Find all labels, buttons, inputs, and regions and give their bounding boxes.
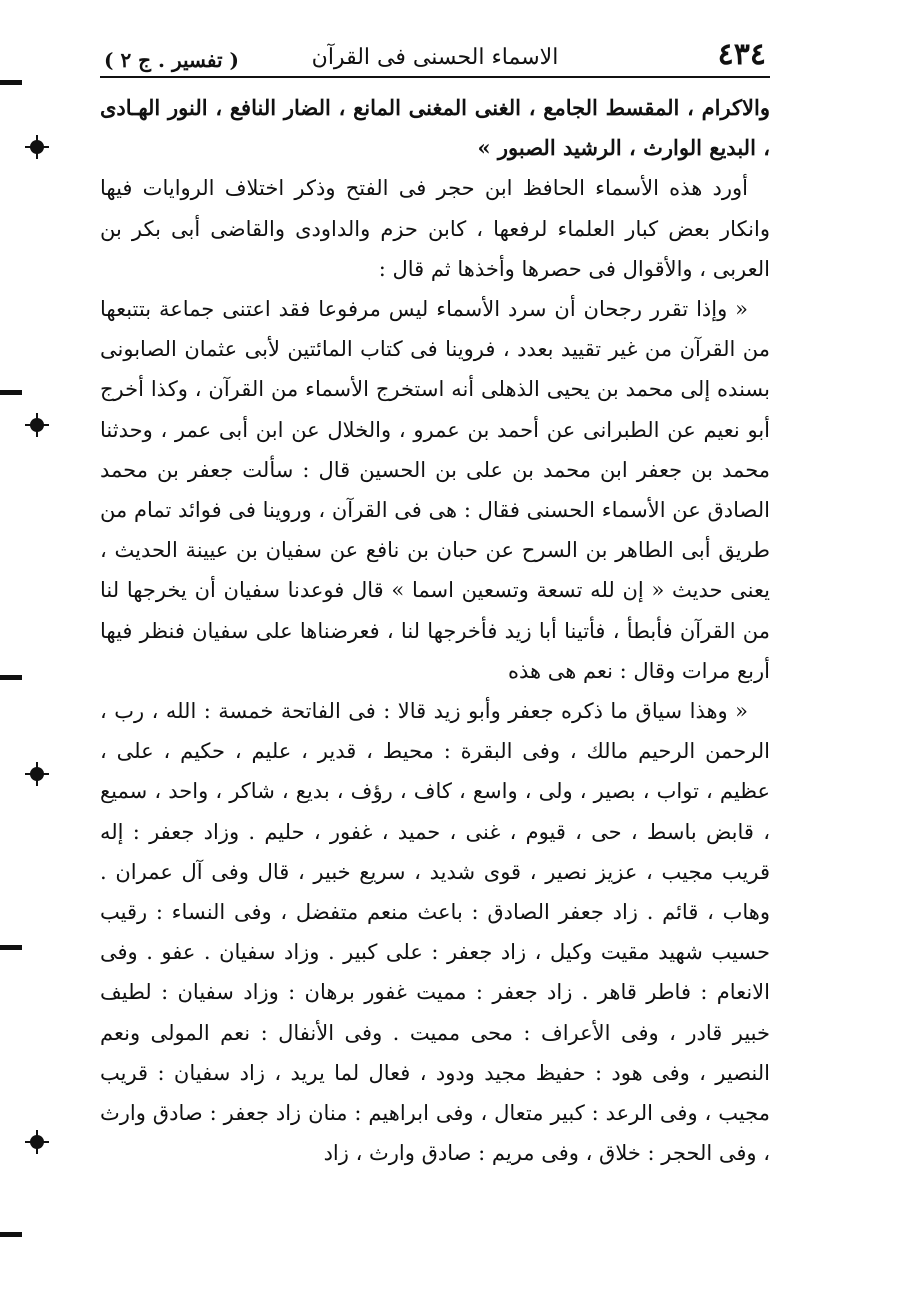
page-body: [100, 78, 770, 1173]
scan-mark: [0, 945, 22, 950]
page-number: ٤٣٤: [717, 37, 766, 72]
paragraph: والاكرام ، المقسط الجامع ، الغنى المغنى المانع ، الضار النافع ، النور الهـادى ، البديع الوارث ، الرشيد الصبور »: [100, 95, 770, 161]
scan-margin-marks: [0, 0, 70, 1307]
scan-mark: [30, 767, 44, 781]
running-title: الاسماء الحسنى فى القرآن: [311, 45, 559, 70]
scan-mark: [0, 390, 22, 395]
paragraph: « وإذا تقرر رجحان أن سرد الأسماء ليس مرفوعا فقد اعتنى جماعة بتتبعها من القرآن من غير تقييد بعدد ، فروينا فى كتاب المائتين لأبى عثمان الصابونى بسنده إلى محمد بن يحيى الذهلى أنه استخرج الأسماء من القرآن ، وكذا أخرج أبو نعيم عن الطبرانى عن أحمد بن عمرو ، والخلال عن ابن أبى عمر ، وحدثنا محمد بن جعفر ابن محمد بن على بن الحسين قال : سألت جعفر بن محمد الصادق عن الأسماء الحسنى فقال : هى فى القرآن ، وروينا فى فوائد تمام من طريق أبى الطاهر بن السرح عن حبان بن نافع عن سفيان بن عيينة الحديث ، يعنى حديث « إن لله تسعة وتسعين اسما » قال فوعدنا سفيان أن يخرجها لنا من القرآن فأبطأ ، فأتينا أبا زيد فأخرجها لنا ، فعرضناها على سفيان فنظر فيها أربع مرات وقال : نعم هى هذه: [100, 297, 770, 683]
scan-mark: [0, 80, 22, 85]
page-header: [100, 28, 770, 78]
paragraph: « وهذا سياق ما ذكره جعفر وأبو زيد قالا : فى الفاتحة خمسة : الله ، رب ، الرحمن الرحيم مالك ، وفى البقرة : محيط ، قدير ، عليم ، حكيم ، على ، عظيم ، تواب ، بصير ، ولى ، واسع ، كاف ، رؤف ، بديع ، شاكر ، واحد ، سميع ، قابض باسط ، حى ، قيوم ، غنى ، حميد ، غفور ، حليم . وزاد جعفر : إله قريب مجيب ، عزيز نصير ، قوى شديد ، سريع خبير ، قال وفى آل عمران . وهاب ، قائم . زاد جعفر الصادق : باعث منعم متفضل ، وفى النساء : رقيب حسيب شهيد مقيت وكيل ، زاد جعفر : على كبير . وزاد سفيان . عفو . وفى الانعام : فاطر قاهر . زاد جعفر : مميت غفور برهان : وزاد سفيان : لطيف خبير قادر ، وفى الأعراف : محى مميت . وفى الأنفال : نعم المولى ونعم النصير ، وفى هود : حفيظ مجيد ودود ، فعال لما يريد ، زاد سفيان : قريب مجيب ، وفى الرعد : كبير متعال ، وفى ابراهيم : منان زاد جعفر : صادق وارث ، وفى الحجر : خلاق ، وفى مريم : صادق وارث ، زاد: [100, 699, 770, 1166]
book-page: [100, 28, 770, 1303]
scan-mark: [0, 675, 22, 680]
volume-reference: ( تفسير . ج ٢ ): [104, 48, 239, 72]
paragraph: أورد هذه الأسماء الحافظ ابن حجر فى الفتح وذكر اختلاف الروايات فيها وانكار بعض كبار العلماء لرفعها ، كابن حزم والداودى والقاضى أبى بكر بن العربى ، والأقوال فى حصرها وأخذها ثم قال :: [100, 176, 770, 281]
scan-mark: [30, 1135, 44, 1149]
scan-mark: [0, 1232, 22, 1237]
scan-mark: [30, 418, 44, 432]
scan-mark: [30, 140, 44, 154]
